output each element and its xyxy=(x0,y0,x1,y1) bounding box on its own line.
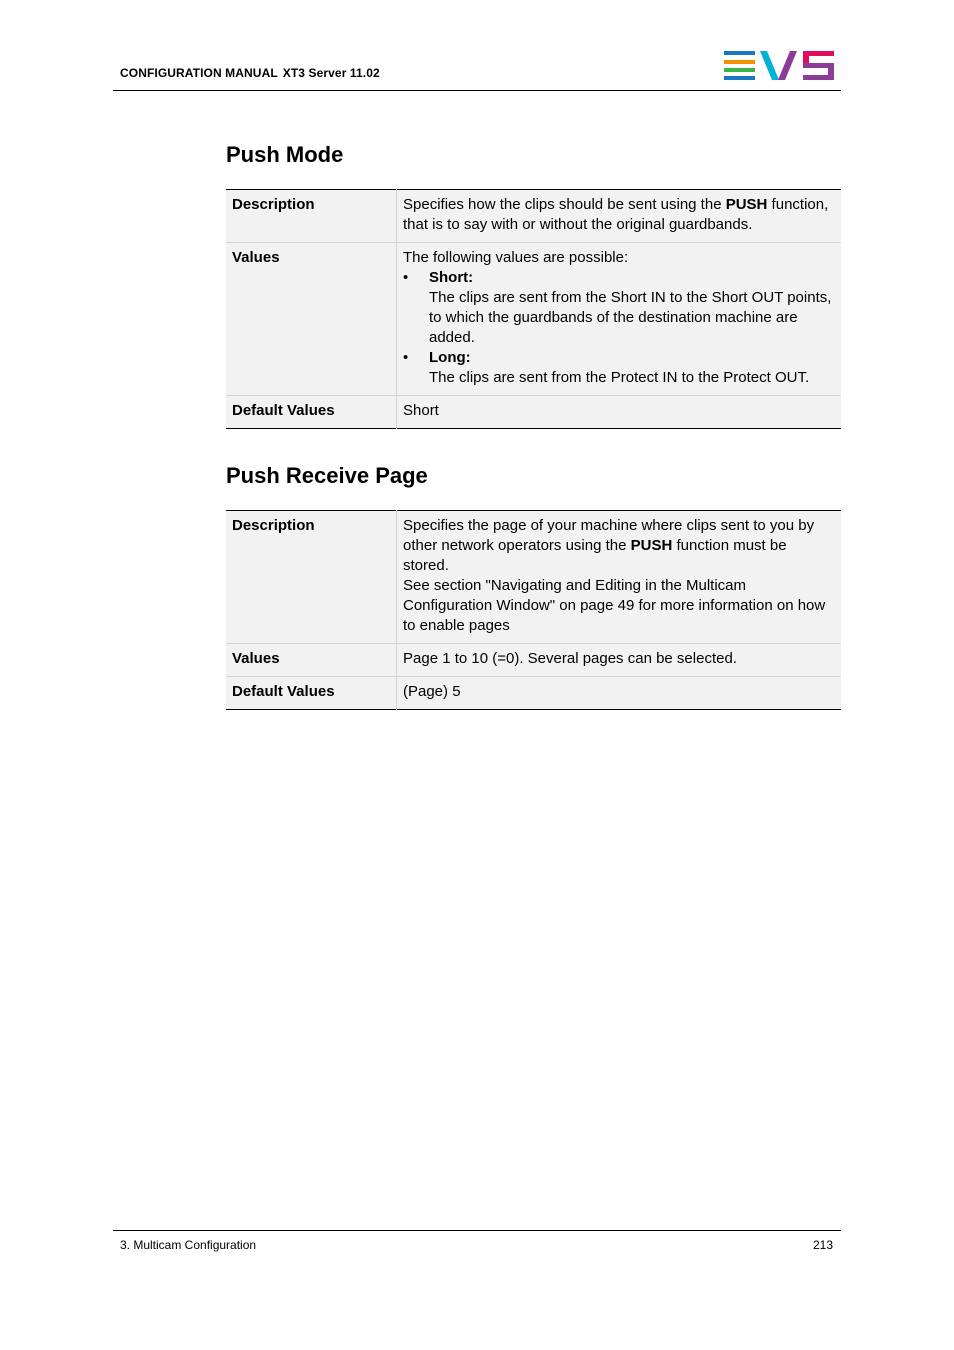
row-label-description: Description xyxy=(226,190,397,243)
row-label-default: Default Values xyxy=(226,677,397,710)
product-name: XT3 Server 11.02 xyxy=(282,66,380,80)
row-label-values: Values xyxy=(226,243,397,396)
list-item xyxy=(403,348,833,388)
row-value-default: (Page) 5 xyxy=(397,677,842,710)
table-row xyxy=(226,644,841,677)
bullet-icon: • xyxy=(403,349,409,366)
list-item xyxy=(403,268,833,348)
table-row xyxy=(226,677,841,710)
row-label-default: Default Values xyxy=(226,396,397,429)
row-value-values xyxy=(397,243,842,396)
values-list xyxy=(403,268,833,388)
manual-label: CONFIGURATION MANUAL xyxy=(120,66,278,80)
table-row xyxy=(226,511,841,644)
footer-rule xyxy=(113,1230,841,1231)
row-label-description: Description xyxy=(226,511,397,644)
header-rule xyxy=(113,90,841,91)
evs-logo xyxy=(724,51,835,81)
option-name: Short: xyxy=(429,269,474,286)
bullet-icon: • xyxy=(403,269,409,286)
row-value-default: Short xyxy=(397,396,842,429)
option-text: The clips are sent from the Short IN to the Short OUT points, to which the guardbands of the destination machine are added. xyxy=(429,289,832,346)
row-value-description: Specifies how the clips should be sent using the PUSH function, that is to say with or without the original guardbands. xyxy=(397,190,842,243)
footer-chapter: 3. Multicam Configuration xyxy=(120,1238,257,1252)
values-intro: The following values are possible: xyxy=(403,249,629,266)
row-value-values: Page 1 to 10 (=0). Several pages can be selected. xyxy=(397,644,842,677)
section-title-push-receive-page: Push Receive Page xyxy=(226,463,428,488)
option-name: Long: xyxy=(429,349,471,366)
row-label-values: Values xyxy=(226,644,397,677)
page-number: 213 xyxy=(812,1238,833,1252)
section-title-push-mode: Push Mode xyxy=(226,142,344,167)
description-paragraph: Specifies the page of your machine where clips sent to you by other network operators using the PUSH function must be stored. xyxy=(403,517,815,574)
push-mode-table xyxy=(226,189,841,429)
table-row xyxy=(226,396,841,429)
header-title xyxy=(120,66,380,80)
table-row xyxy=(226,243,841,396)
table-row xyxy=(226,190,841,243)
cross-reference-text: See section "Navigating and Editing in the Multicam Configuration Window" on page 49 for more information on how to enable pages xyxy=(403,577,826,634)
row-value-description xyxy=(397,511,842,644)
option-text: The clips are sent from the Protect IN to the Protect OUT. xyxy=(429,369,810,386)
push-receive-page-table xyxy=(226,510,841,710)
